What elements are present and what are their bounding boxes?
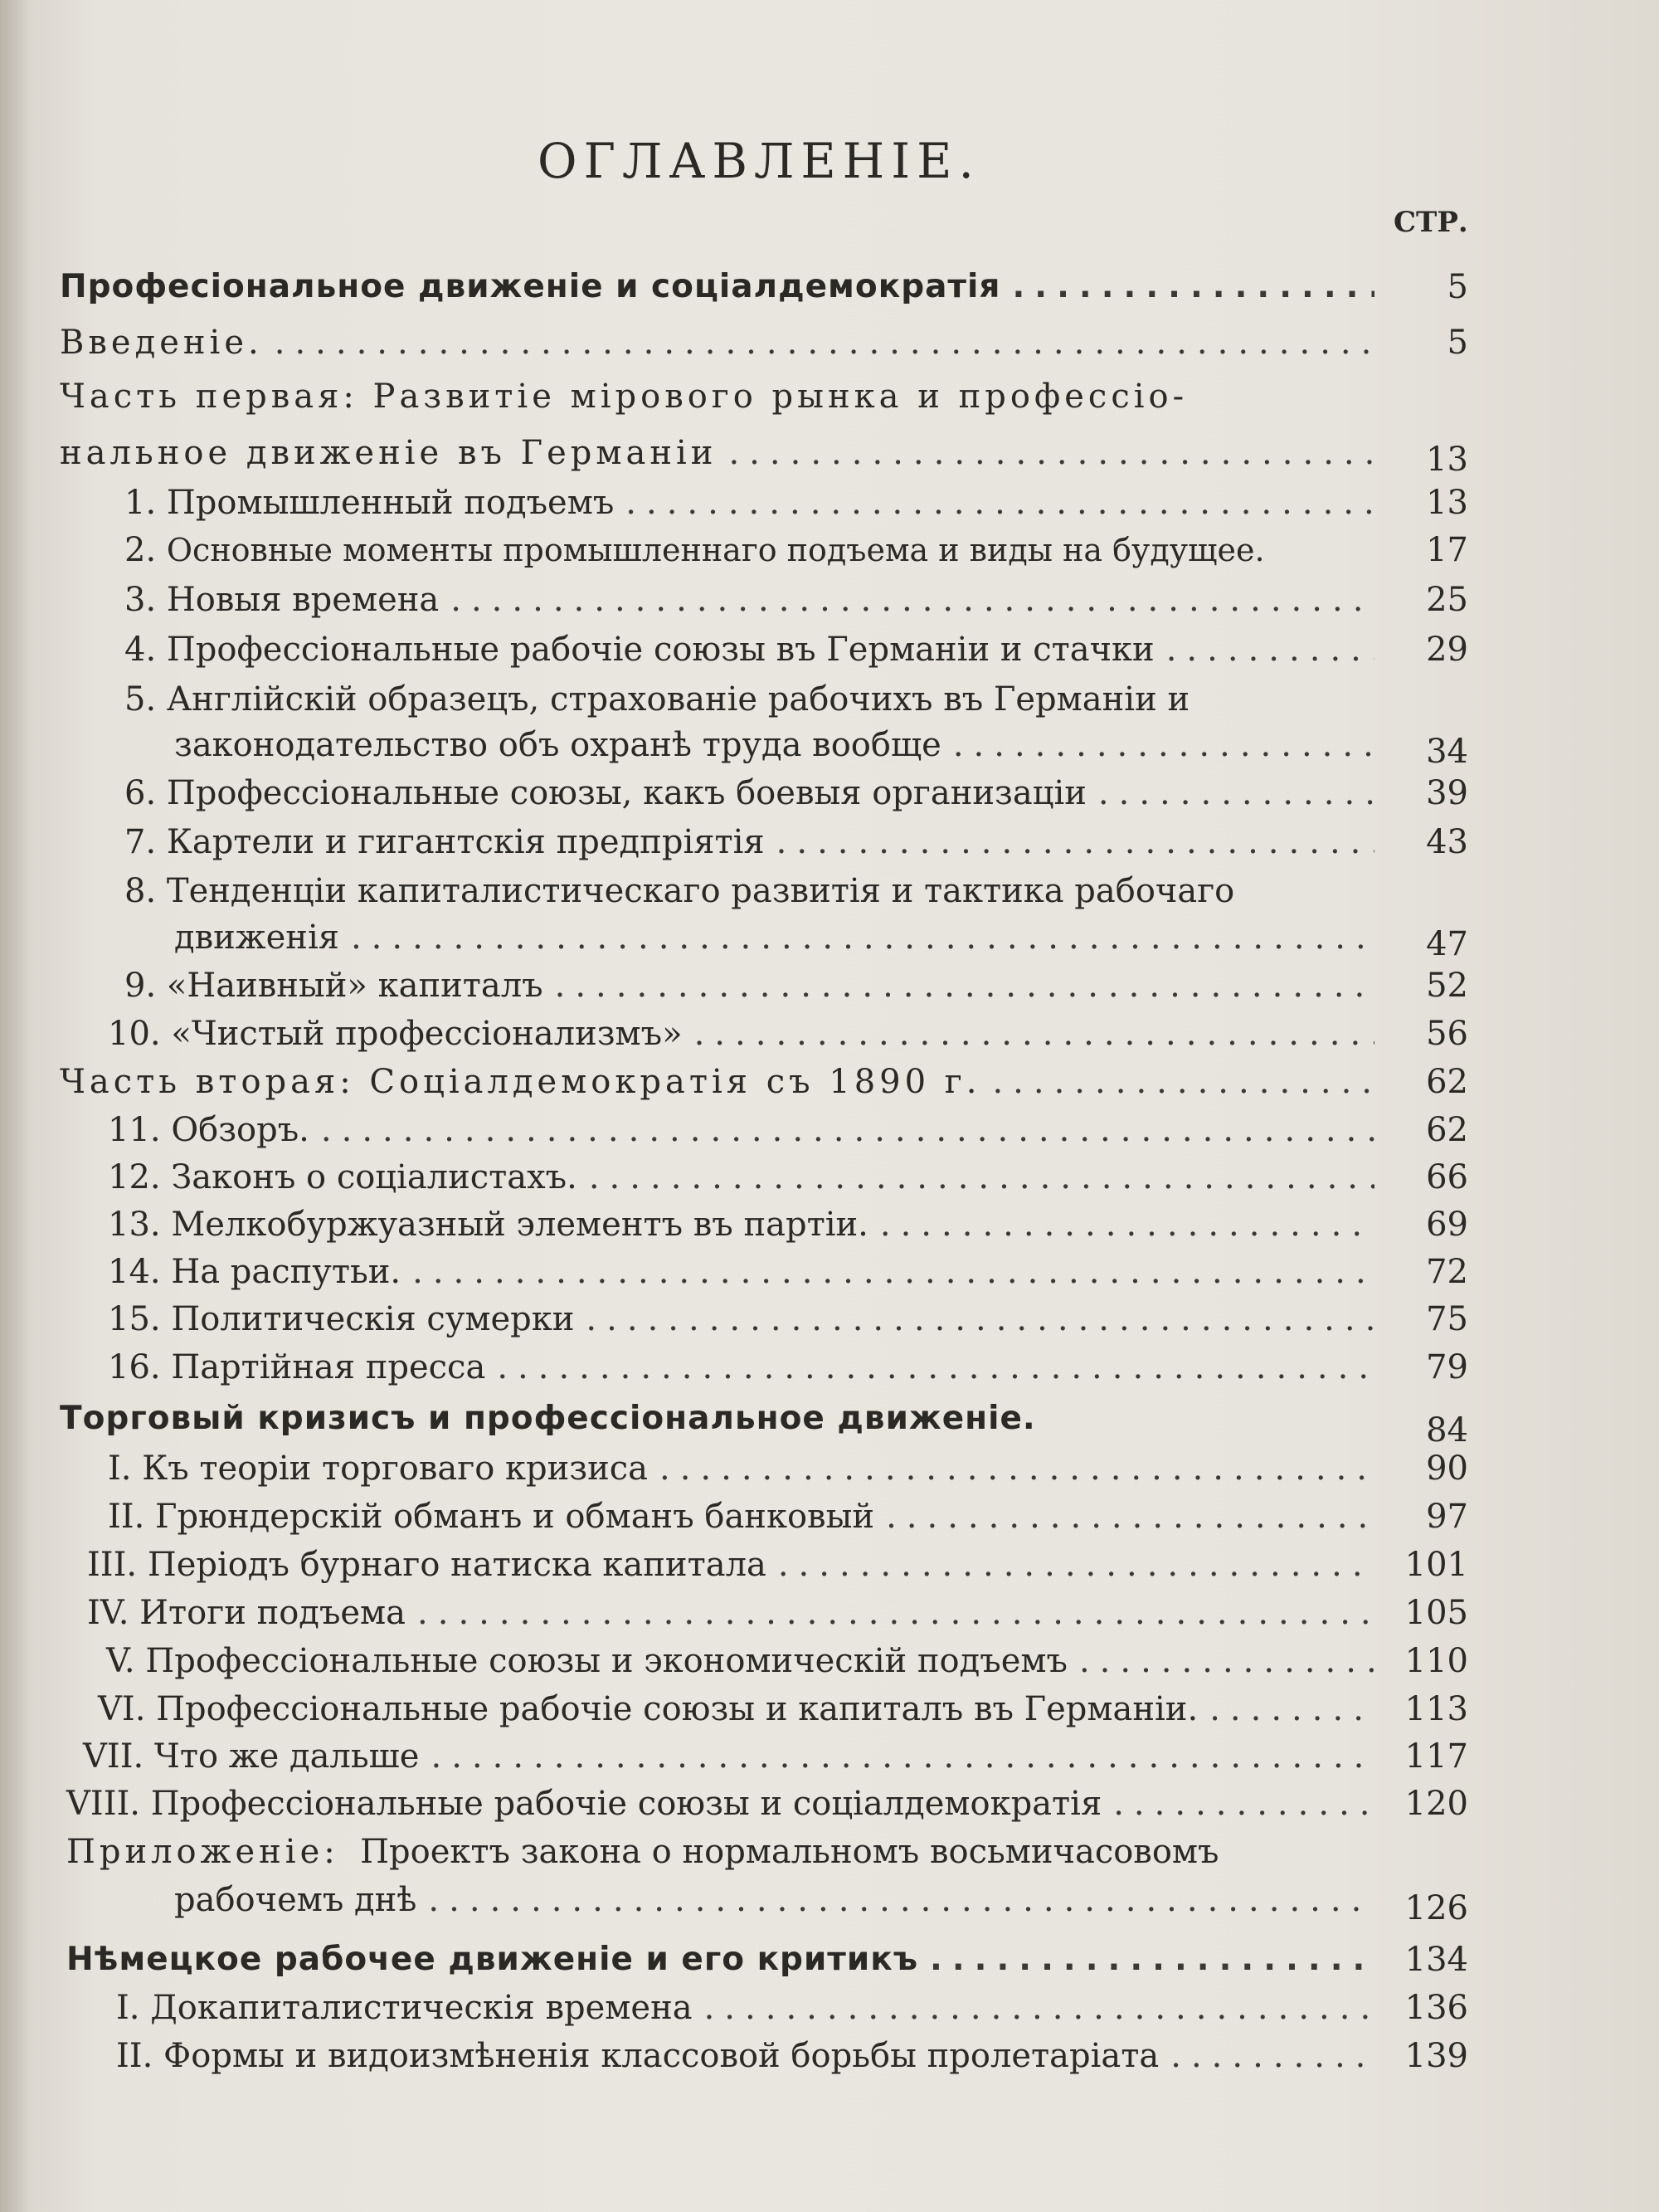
toc-entry-number: 3. [124,581,157,619]
toc-entry-number: 11. [108,1111,161,1149]
toc-page-number: 136 [1404,1989,1468,2027]
toc-page-number: 126 [1404,1889,1468,1927]
toc-entry-number: 14. [108,1253,161,1291]
toc-entry-title: Обзоръ. [171,1111,309,1149]
toc-entry-title: Партійная пресса [171,1348,486,1386]
toc-entry-number: VI. [98,1690,146,1728]
toc-page-number: 34 [1426,733,1468,771]
toc-page-number: 120 [1404,1785,1468,1823]
toc-page-number: 84 [1426,1411,1468,1449]
toc-entry-title: Законъ о соціалистахъ. [171,1158,577,1196]
toc-page-number: 62 [1426,1063,1468,1101]
toc-page-number: 113 [1404,1690,1468,1728]
toc-entry-number: 5. [124,680,157,719]
page-column-header: СТР. [1394,206,1468,239]
toc-entry-title: На распутьи. [171,1253,401,1291]
toc-entry-title-continued: законодательство объ охранѣ труда вообще [174,726,941,764]
toc-page-number: 101 [1404,1546,1468,1584]
toc-entry-number: III. [87,1546,138,1584]
toc-entry-number: II. [108,1498,145,1536]
toc-entry-title: Англійскій образецъ, страхованіе рабочихъ въ Германіи и [166,680,1190,719]
toc-entry-title: Професіональное движеніе и соціалдемократія [60,268,1001,305]
toc-page-number: 97 [1426,1498,1468,1536]
toc-page-number: 5 [1447,324,1468,362]
toc-page-number: 75 [1426,1300,1468,1338]
toc-entry-title: Професcіональные рабочіе союзы и капиталъ въ Германіи. [156,1690,1199,1728]
toc-entry-number: I. [108,1449,132,1488]
toc-page-number: 25 [1426,581,1468,619]
toc-entry-title: Нѣмецкое рабочее движеніе и его критикъ [66,1941,919,1978]
toc-page-number: 13 [1426,484,1468,522]
toc-entry-title: Къ теоріи торговаго кризиса [142,1449,648,1488]
toc-entry-number: 4. [124,631,157,669]
toc-entry-title: Что же дальше [153,1737,420,1776]
toc-entry-title: Докапиталистическія времена [150,1989,693,2027]
toc-entry-label: Часть вторая: [60,1063,355,1101]
toc-page-number: 39 [1426,774,1468,812]
toc-entry-title: Торговый кризисъ и професcіональное движеніе. [60,1400,1036,1437]
toc-entry-title: Професcіональные союзы и экономическій подъемъ [145,1642,1068,1680]
toc-page-number: 139 [1404,2037,1468,2075]
toc-entry-title: Професcіональные союзы, какъ боевыя организаціи [166,774,1087,812]
toc-entry-label: Приложеніе: [66,1833,339,1871]
toc-entry-number: I. [116,1989,140,2027]
toc-entry-number: 13. [108,1206,161,1244]
toc-page-number: 47 [1426,925,1468,963]
toc-entry-number: 10. [108,1015,161,1053]
toc-entry-number: II. [116,2037,153,2075]
toc-entry-title: Формы и видоизмѣненія классовой борьбы пролетаріата [163,2037,1160,2075]
toc-entry-title: Основные моменты промышленнаго подъема и виды на будущее. [166,532,1265,568]
toc-page-number: 62 [1426,1111,1468,1149]
toc-page-number: 56 [1426,1015,1468,1053]
toc-entry-title: «Наивный» капиталъ [166,967,543,1005]
toc-page-number: 52 [1426,967,1468,1005]
toc-entry-title: Новыя времена [166,581,440,619]
toc-entry-title: Мелкобуржуазный элементъ въ партіи. [171,1206,868,1244]
toc-entry-number: VIII. [66,1785,141,1823]
toc-page-number: 72 [1426,1253,1468,1291]
toc-entry-number: 8. [124,872,157,910]
toc-page-number: 90 [1426,1449,1468,1488]
toc-page-number: 117 [1404,1737,1468,1776]
toc-entry-title-continued: рабочемъ днѣ [174,1881,417,1919]
toc-entry-title: Проектъ закона о нормальномъ восьмичасовомъ [360,1833,1219,1871]
toc-entry-number: 16. [108,1348,161,1386]
toc-entry-title: Соціалдемократія съ 1890 г. [369,1063,981,1101]
toc-entry-title: «Чистый професcіонализмъ» [171,1015,683,1053]
toc-entry-title: Развитіе мірового рынка и професcіо- [372,378,1189,416]
toc-page-number: 79 [1426,1348,1468,1386]
toc-page-number: 29 [1426,631,1468,669]
toc-page-number: 69 [1426,1206,1468,1244]
toc-entry-number: VII. [83,1737,144,1776]
toc-entry-title: Итоги подъема [139,1594,406,1632]
toc-page-number: 105 [1404,1594,1468,1632]
toc-entry-number: 1. [124,484,157,522]
toc-page-number: 13 [1426,441,1468,479]
toc-entry-title: Періодъ бурнаго натиска капитала [147,1546,766,1584]
toc-entry-title: Промышленный подъемъ [166,484,615,522]
toc-entry-title: Професcіональные рабочіе союзы въ Германіи и стачки [166,631,1155,669]
toc-entry-title: Грюндерскій обманъ и обманъ банковый [155,1498,875,1536]
toc-page-number: 17 [1426,531,1468,569]
toc-entry-title: Политическія сумерки [171,1300,575,1338]
toc-entry-number: IV. [87,1594,129,1632]
toc-entry-number: 6. [124,774,157,812]
toc-page-number: 110 [1404,1642,1468,1680]
toc-entry-title: Картели и гигантскія предпріятія [166,823,765,861]
toc-entry-number: 7. [124,823,157,861]
toc-entry-label: Часть первая: [60,378,358,416]
toc-entry-title-continued: движенія [174,918,339,957]
toc-page-number: 5 [1447,268,1468,306]
toc-entry-title: Тенденціи капиталистическаго развитія и тактика рабочаго [166,872,1235,910]
toc-page-number: 66 [1426,1158,1468,1196]
page-title: ОГЛАВЛЕНІЕ. [538,133,980,189]
toc-entry-number: V. [106,1642,135,1680]
toc-entry-number: 2. [124,531,157,569]
toc-entry-number: 9. [124,967,157,1005]
toc-entry-number: 12. [108,1158,161,1196]
toc-entry-title-continued: нальное движеніе въ Германіи [60,434,718,472]
toc-entry-title: Професcіональные рабочіе союзы и соціалдемократія [150,1785,1102,1823]
toc-entry-title: Введеніе. [60,324,263,362]
toc-page-number: 43 [1426,823,1468,861]
toc-entry-number: 15. [108,1300,161,1338]
toc-page-number: 134 [1404,1941,1468,1979]
